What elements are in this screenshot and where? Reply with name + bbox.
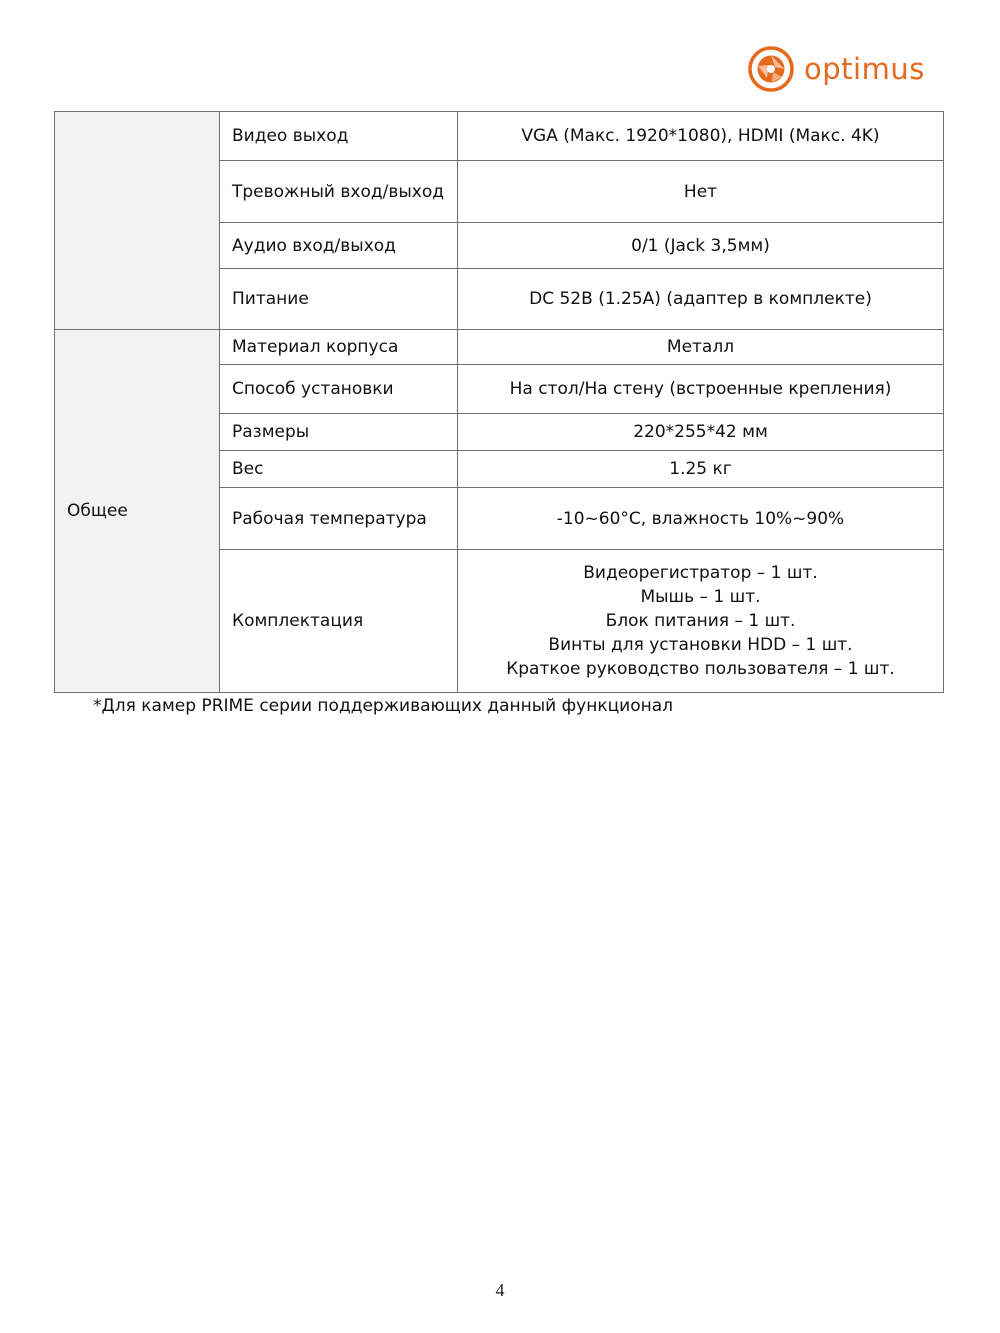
param-label: Видео выход xyxy=(220,112,458,161)
param-value: -10~60°C, влажность 10%~90% xyxy=(458,488,944,550)
param-value-list xyxy=(458,550,944,693)
group-label-cell: Общее xyxy=(55,330,220,693)
list-item: Винты для установки HDD – 1 шт. xyxy=(548,635,853,655)
table-row xyxy=(55,112,944,161)
param-label: Тревожный вход/выход xyxy=(220,161,458,223)
param-value: Металл xyxy=(458,330,944,365)
table-row xyxy=(55,330,944,365)
param-value: VGA (Макс. 1920*1080), HDMI (Макс. 4K) xyxy=(458,112,944,161)
list-item: Краткое руководство пользователя – 1 шт. xyxy=(506,659,895,679)
param-value: 1.25 кг xyxy=(458,451,944,488)
param-label: Питание xyxy=(220,269,458,330)
param-value: 220*255*42 мм xyxy=(458,414,944,451)
param-label: Комплектация xyxy=(220,550,458,693)
brand-logo xyxy=(748,44,938,94)
footnote: *Для камер PRIME серии поддерживающих данный функционал xyxy=(93,696,674,716)
brand-name: optimus xyxy=(804,51,925,86)
param-value: Нет xyxy=(458,161,944,223)
param-value: DC 52В (1.25А) (адаптер в комплекте) xyxy=(458,269,944,330)
param-label: Рабочая температура xyxy=(220,488,458,550)
list-item: Блок питания – 1 шт. xyxy=(605,611,796,631)
param-label: Вес xyxy=(220,451,458,488)
param-value: 0/1 (Jack 3,5мм) xyxy=(458,223,944,269)
param-label: Материал корпуса xyxy=(220,330,458,365)
list-item: Мышь – 1 шт. xyxy=(640,587,761,607)
param-label: Размеры xyxy=(220,414,458,451)
page-number: 4 xyxy=(495,1280,505,1300)
aperture-icon xyxy=(748,46,794,92)
param-label: Способ установки xyxy=(220,365,458,414)
list-item: Видеорегистратор – 1 шт. xyxy=(583,563,818,583)
param-label: Аудио вход/выход xyxy=(220,223,458,269)
param-value: На стол/На стену (встроенные крепления) xyxy=(458,365,944,414)
spec-table xyxy=(54,111,944,693)
group-label-cell xyxy=(55,112,220,330)
